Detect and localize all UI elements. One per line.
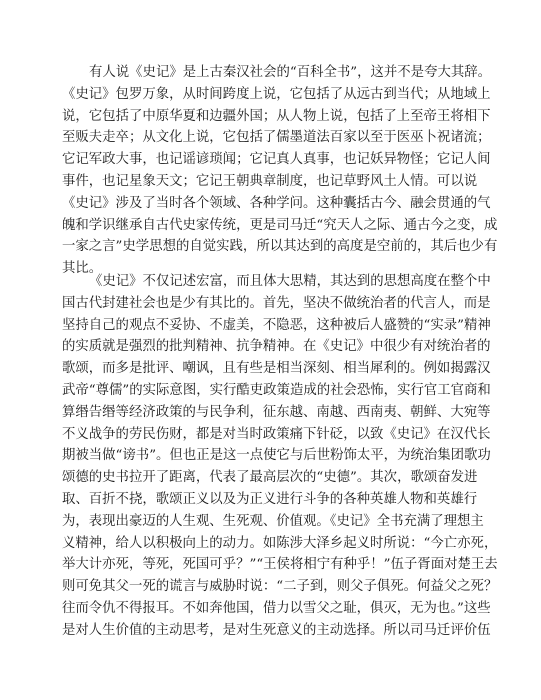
text-line: 义精神，给人以积极向上的动力。如陈涉大泽乡起义时所说：“今亡亦死， [62,535,498,551]
text-line: 举大计亦死，等死，死国可乎？”“王侯将相宁有种乎！”伍子胥面对楚王去 [62,557,498,573]
text-line: 《史记》包罗万象，从时间跨度上说，它包括了从远古到当代；从地域上 [62,86,491,102]
text-line: 有人说《史记》是上古秦汉社会的“百科全书”，这并不是夸大其辞。 [89,65,492,80]
text-line: 一家之言”史学思想的自觉实践，所以其达到的高度是空前的，其后也少有 [62,239,498,255]
text-line: 期被当做“谤书”。但也正是这一点使它与后世粉饰太平，为统治集团歌功 [62,448,491,464]
text-line: 其比。 [62,261,103,277]
text-line: 为，表现出豪迈的人生观、生死观、价值观。《史记》全书充满了理想主 [62,513,484,529]
text-line: 武帝“尊儒”的实际意图，实行酷吏政策造成的社会恐怖，实行官工官商和 [62,382,491,398]
text-line: 说，它包括了中原华夏和边疆外国；从人物上说，包括了上至帝王将相下 [62,108,491,124]
text-line: 颂德的史书拉开了距离，代表了最高层次的“史德”。其次，歌颂奋发进 [62,470,478,486]
text-line: 不义战争的劳民伤财，都是对当时政策痛下针砭，以致《史记》在汉代长 [62,426,491,442]
text-line: 《史记》不仅记述宏富，而且体大思精，其达到的思想高度在整个中 [89,274,491,289]
text-line: 取、百折不挠，歌颂正义以及为正义进行斗争的各种英雄人物和英雄行 [62,491,478,507]
text-line: 《史记》涉及了当时各个领域、各种学问。这种囊括古今、融会贯通的气 [62,195,491,211]
text-line: 往而令仇不得报耳。不如奔他国，借力以雪父之耻，俱灭，无为也。”这些 [62,600,491,616]
paragraph-1 [62,62,498,280]
text-line: 至贩夫走卒；从文化上说，它包括了儒墨道法百家以至于医巫卜祝诸流； [62,130,491,146]
text-line: 的实质就是强烈的批判精神、抗争精神。在《史记》中很少有对统治者的 [62,339,491,355]
text-line: 魄和学识继承自古代史家传统，更是司马迁“究天人之际、通古今之变，成 [62,217,498,233]
text-line: 歌颂，而多是批评、嘲讽，且有些是相当深刻、相当犀利的。例如揭露汉 [62,361,491,377]
text-line: 坚持自己的观点不妥协、不虚美，不隐恶，这种被后人盛赞的“实录”精神 [62,317,491,333]
text-line: 是对人生价值的主动思考，是对生死意义的主动选择。所以司马迁评价伍 [62,622,491,638]
text-line: 事件，也记星象天文；它记王朝典章制度，也记草野风土人情。可以说 [62,173,478,189]
text-line: 算缗告缗等经济政策的与民争利，征东越、南越、西南夷、朝鲜、大宛等 [62,404,491,420]
text-line: 国古代封建社会也是少有其比的。首先，坚决不做统治者的代言人，而是 [62,295,491,311]
text-line: 则可免其父一死的谎言与威胁时说：“二子到，则父子俱死。何益父之死？ [62,579,498,595]
text-line: 它记军政大事，也记谣谚琐闻；它记真人真事，也记妖异物怪；它记人间 [62,152,491,168]
paragraph-2 [62,271,498,642]
